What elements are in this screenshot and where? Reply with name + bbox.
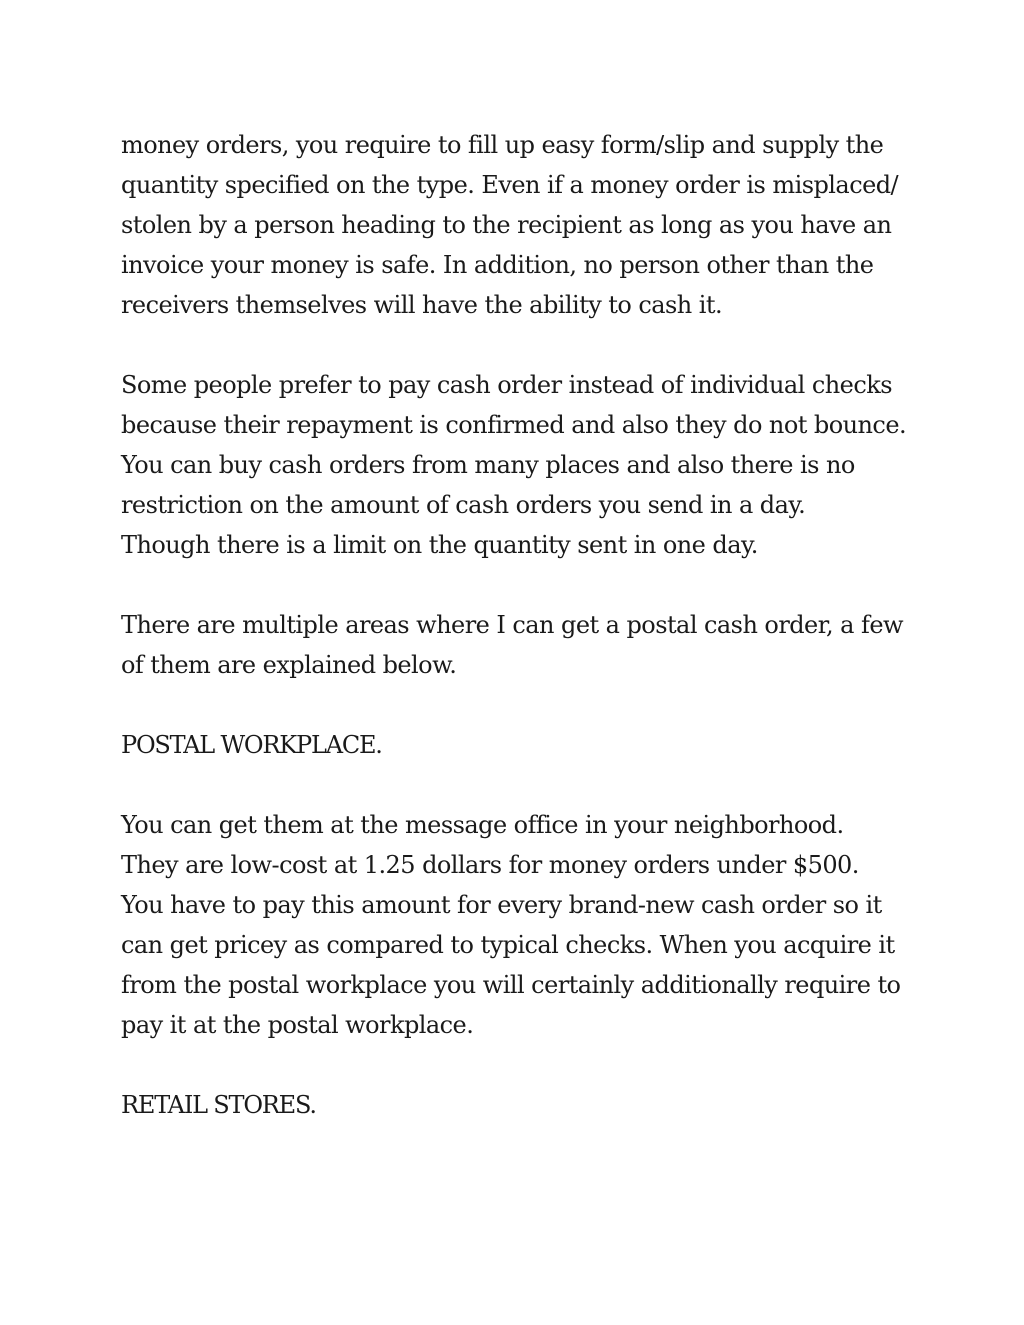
text-line: You can buy cash orders from many places and also there is no xyxy=(121,451,855,479)
document-body xyxy=(121,125,921,1125)
text-line: pay it at the postal workplace. xyxy=(121,1011,474,1039)
paragraph-cash-order-preference xyxy=(121,365,921,565)
text-line: invoice your money is safe. In addition, no person other than the xyxy=(121,251,874,279)
paragraph-spacer xyxy=(121,765,921,805)
text-line: You have to pay this amount for every brand-new cash order so it xyxy=(121,891,882,919)
text-line: restriction on the amount of cash orders you send in a day. xyxy=(121,491,806,519)
text-line: There are multiple areas where I can get a postal cash order, a few xyxy=(121,611,903,639)
text-line: money orders, you require to fill up easy form/slip and supply the xyxy=(121,131,884,159)
paragraph-spacer xyxy=(121,325,921,365)
text-line: quantity specified on the type. Even if a money order is misplaced/ xyxy=(121,171,899,199)
paragraph-money-order-form xyxy=(121,125,921,325)
text-line: Some people prefer to pay cash order instead of individual checks xyxy=(121,371,892,399)
text-line: because their repayment is confirmed and also they do not bounce. xyxy=(121,411,907,439)
text-line: of them are explained below. xyxy=(121,651,457,679)
section-heading-postal-workplace: POSTAL WORKPLACE. xyxy=(121,731,382,759)
text-line: receivers themselves will have the ability to cash it. xyxy=(121,291,723,319)
paragraph-spacer xyxy=(121,1045,921,1085)
paragraph-where-to-get xyxy=(121,605,921,685)
text-line: stolen by a person heading to the recipient as long as you have an xyxy=(121,211,892,239)
text-line: from the postal workplace you will certainly additionally require to xyxy=(121,971,901,999)
text-line: Though there is a limit on the quantity sent in one day. xyxy=(121,531,758,559)
text-line: can get pricey as compared to typical checks. When you acquire it xyxy=(121,931,895,959)
paragraph-postal-office xyxy=(121,805,921,1045)
paragraph-spacer xyxy=(121,685,921,725)
text-line: You can get them at the message office in your neighborhood. xyxy=(121,811,844,839)
paragraph-spacer xyxy=(121,565,921,605)
section-heading-retail-stores: RETAIL STORES. xyxy=(121,1091,316,1119)
text-line: They are low-cost at 1.25 dollars for money orders under $500. xyxy=(121,851,859,879)
